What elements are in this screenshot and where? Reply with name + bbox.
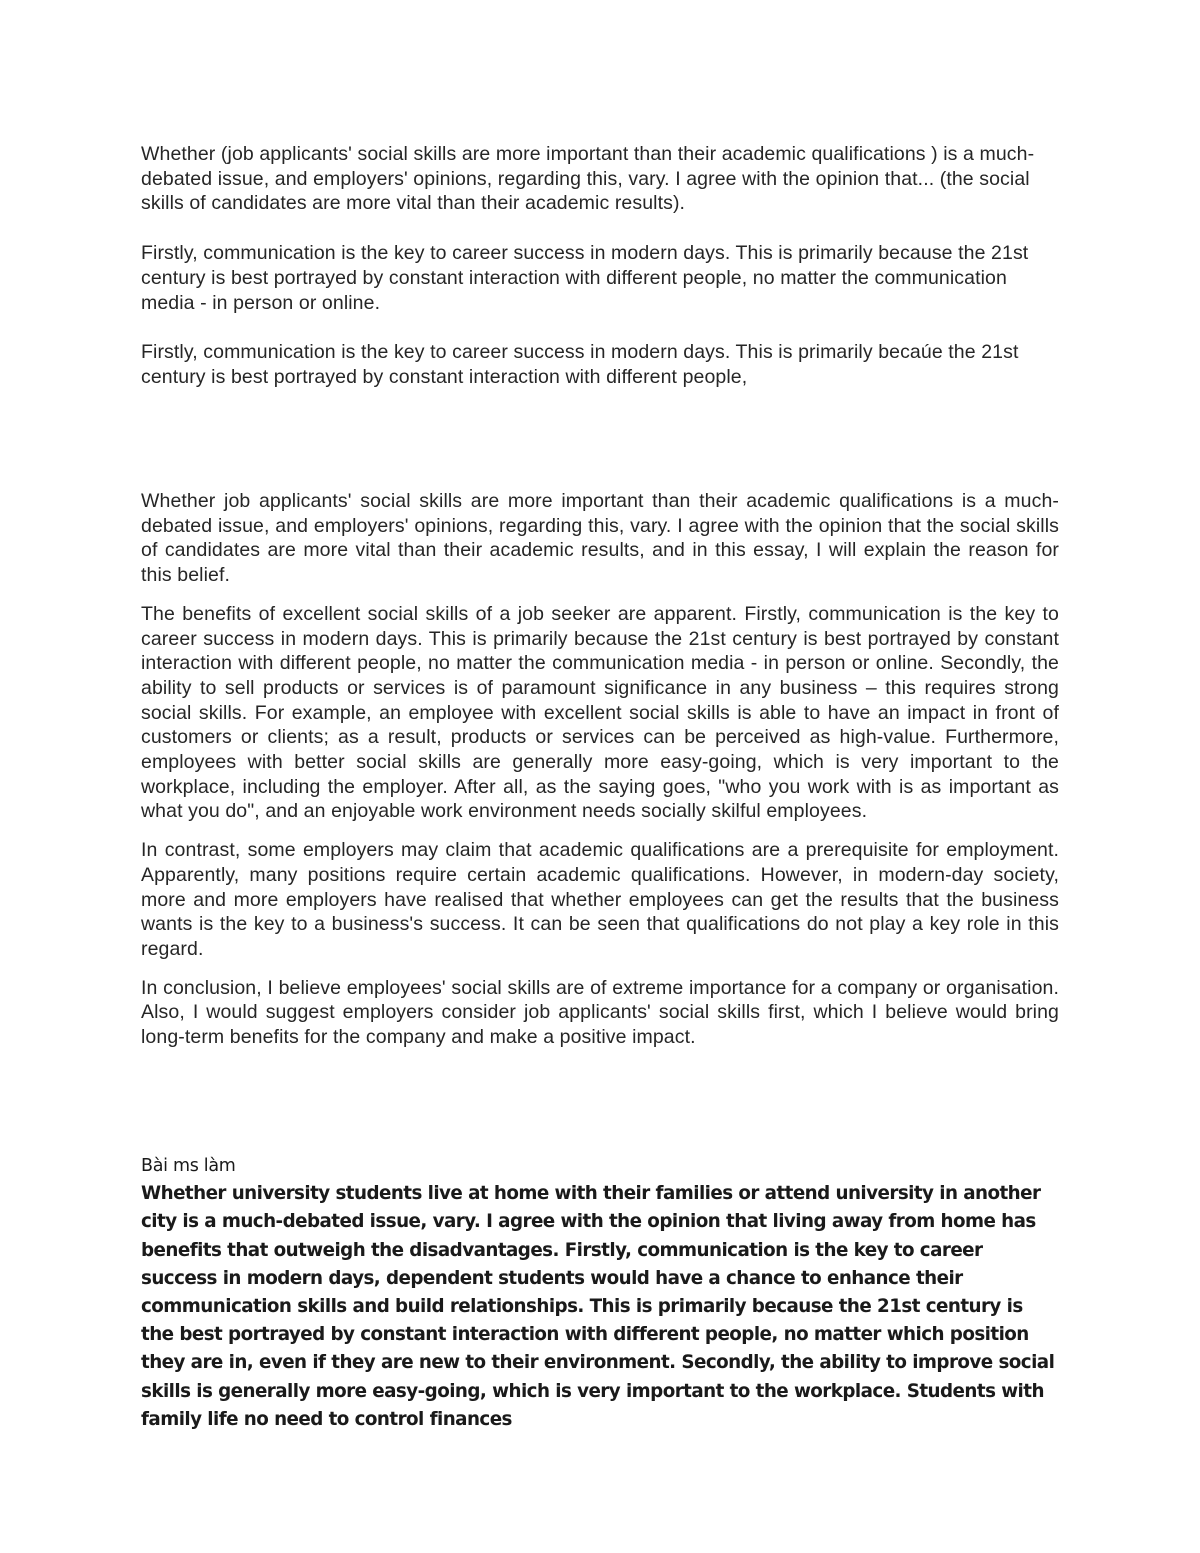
draft-paragraph-1: Whether (job applicants' social skills are more important than their academic qualifications ) is a much-debated issue, and employers' opinions, regarding this, vary. I agree with the opinion that... (the social skills of candidates are more vital than their academic results).: [141, 143, 1035, 215]
draft-paragraph-2: Firstly, communication is the key to career success in modern days. This is primarily because the 21st century is best portrayed by constant interaction with different people, no matter the communication media - in person or online.: [141, 242, 1029, 314]
essay-introduction: Whether job applicants' social skills are more important than their academic qualifications is a much-debated issue, and employers' opinions, regarding this, vary. I agree with the opinion that the social skills of candidates are more vital than their academic results, and in this essay, I will explain the reason for this belief.: [141, 490, 1059, 587]
draft-paragraph-3: Firstly, communication is the key to career success in modern days. This is primarily becaúe the 21st century is best portrayed by constant interaction with different people,: [141, 341, 1019, 388]
student-essay: [141, 1152, 1059, 1434]
essay-conclusion: In conclusion, I believe employees' social skills are of extreme importance for a company or organisation. Also, I would suggest employers consider job applicants' social skills first, which I believe would bring long-term benefits for the company and make a positive impact.: [141, 976, 1059, 1049]
student-essay-body: Whether university students live at home with their families or attend university in another city is a much-debated issue, vary. I agree with the opinion that living away from home has benefits that outweigh the disadvantages. Firstly, communication is the key to career success in modern days, dependent students would have a chance to enhance their communication skills and build relationships. This is primarily because the 21st century is the best portrayed by constant interaction with different people, no matter which position they are in, even if they are new to their environment. Secondly, the ability to improve social skills is generally more easy-going, which is very important to the workplace. Students with family life no need to control finances: [141, 1183, 1055, 1430]
essay-body-paragraph-2: In contrast, some employers may claim that academic qualifications are a prerequisite for employment. Apparently, many positions require certain academic qualifications. However, in modern-day society, more and more employers have realised that whether employees can get the results that the business wants is the key to a business's success. It can be seen that qualifications do not play a key role in this regard.: [141, 839, 1059, 960]
draft-notes: [141, 142, 1059, 390]
student-essay-title: Bài ms làm: [141, 1156, 236, 1176]
essay-body-paragraph-1: The benefits of excellent social skills of a job seeker are apparent. Firstly, communication is the key to career success in modern days. This is primarily because the 21st century is best portrayed by constant interaction with different people, no matter the communication media - in person or online. Secondly, the ability to sell products or services is of paramount significance in any business – this requires strong social skills. For example, an employee with excellent social skills is able to have an impact in front of customers or clients; as a result, products or services can be perceived as high-value. Furthermore, employees with better social skills are generally more easy-going, which is very important to the workplace, including the employer. After all, as the saying goes, "who you work with is as important as what you do", and an enjoyable work environment needs socially skilful employees.: [141, 602, 1059, 823]
model-essay: [141, 489, 1059, 1050]
